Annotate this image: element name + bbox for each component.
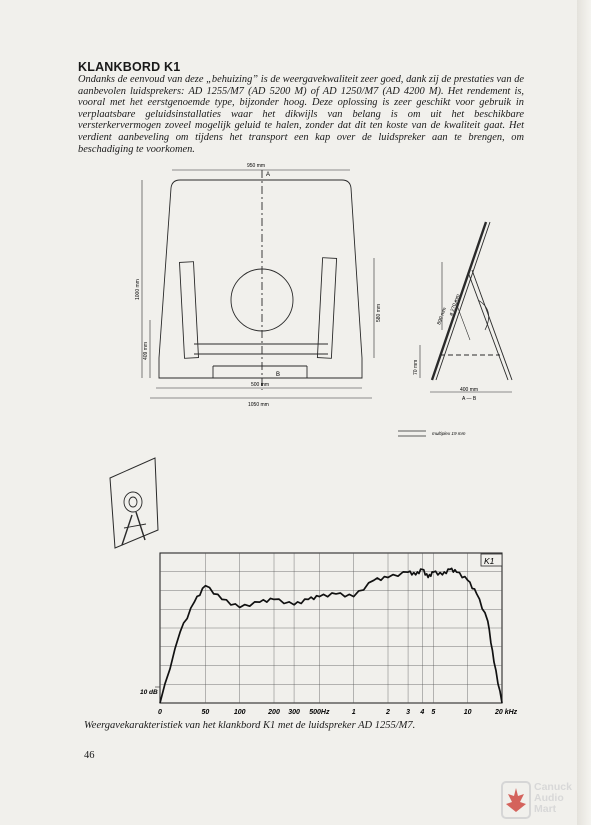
figure-caption: Weergavekarakteristiek van het klankbord K1 met de luidspreker AD 1255/M7. [84, 720, 416, 731]
x-tick-label: 50 [201, 709, 210, 716]
side-dim-hole: ø 270 mm [448, 293, 462, 317]
side-view-drawing [420, 222, 512, 392]
x-tick-label: 3 [406, 709, 411, 716]
front-dim-409: 409 mm [143, 341, 149, 360]
section-b-label: B [276, 372, 281, 378]
side-dim-400: 400 mm [460, 387, 479, 393]
side-section-label: A — B [462, 396, 477, 402]
body-paragraph: Ondanks de eenvoud van deze „behuizing” is de weergavekwaliteit zeer goed, dank zij de prestaties van de aanbevolen luidsprekers: AD 1255/M7 (AD 5200 M) of AD 1250/M7 (AD 4200 M). Het rendement is, vooral met het eerstgenoemde type, bijzonder hoog. Deze oplossing is zeer geschikt voor gebruik in verplaatsbare geluidsinstallaties waar het dikwijls van belang is om uit het beschikbare versterkervermogen zoveel mogelijk geluid te halen, zonder dat dit ten koste van de kwaliteit gaat. Het verdient aanbeveling om tijdens het transport een kap over de luidspreker aan te brengen, om beschadiging te voorkomen. [78, 74, 524, 155]
front-dim-580: 580 mm [376, 303, 382, 322]
x-tick-label: 2 [386, 709, 390, 716]
response-curve [160, 568, 502, 703]
x-tick-label: 100 [233, 709, 246, 716]
side-dim-890: 890 mm [436, 306, 449, 326]
section-a-label: A [266, 172, 271, 178]
side-dim-70: 70 mm [413, 359, 419, 375]
x-tick-label: 20 kHz [495, 709, 518, 716]
x-tick-label: 300 [288, 709, 300, 716]
front-dim-1050: 1050 mm [248, 402, 269, 408]
page-number: 46 [84, 750, 95, 761]
material-legend: multiplex 19 mm [432, 431, 466, 436]
x-tick-label: 4 [420, 709, 425, 716]
x-tick-label: 0 [158, 709, 162, 716]
watermark-word-3: Mart [534, 803, 557, 815]
x-tick-label: 200 [268, 709, 280, 716]
front-view-drawing [142, 170, 374, 398]
x-tick-label: 500Hz [309, 709, 330, 716]
x-tick-label: 10 [463, 709, 472, 716]
front-dim-500: 500 mm [251, 382, 270, 388]
front-dim-height: 1000 mm [135, 279, 141, 300]
db-scale-label: 10 dB [140, 689, 158, 696]
chart-label: K1 [484, 556, 495, 566]
watermark-word-2: Audio [534, 792, 564, 804]
x-tick-label: 1 [351, 709, 356, 716]
section-heading: KLANKBORD K1 [78, 60, 181, 74]
frequency-response-chart [140, 553, 518, 716]
x-tick-label: 5 [431, 709, 436, 716]
perspective-sketch [110, 458, 158, 548]
front-dim-top: 950 mm [247, 163, 266, 169]
watermark-word-1: Canuck [534, 781, 572, 793]
